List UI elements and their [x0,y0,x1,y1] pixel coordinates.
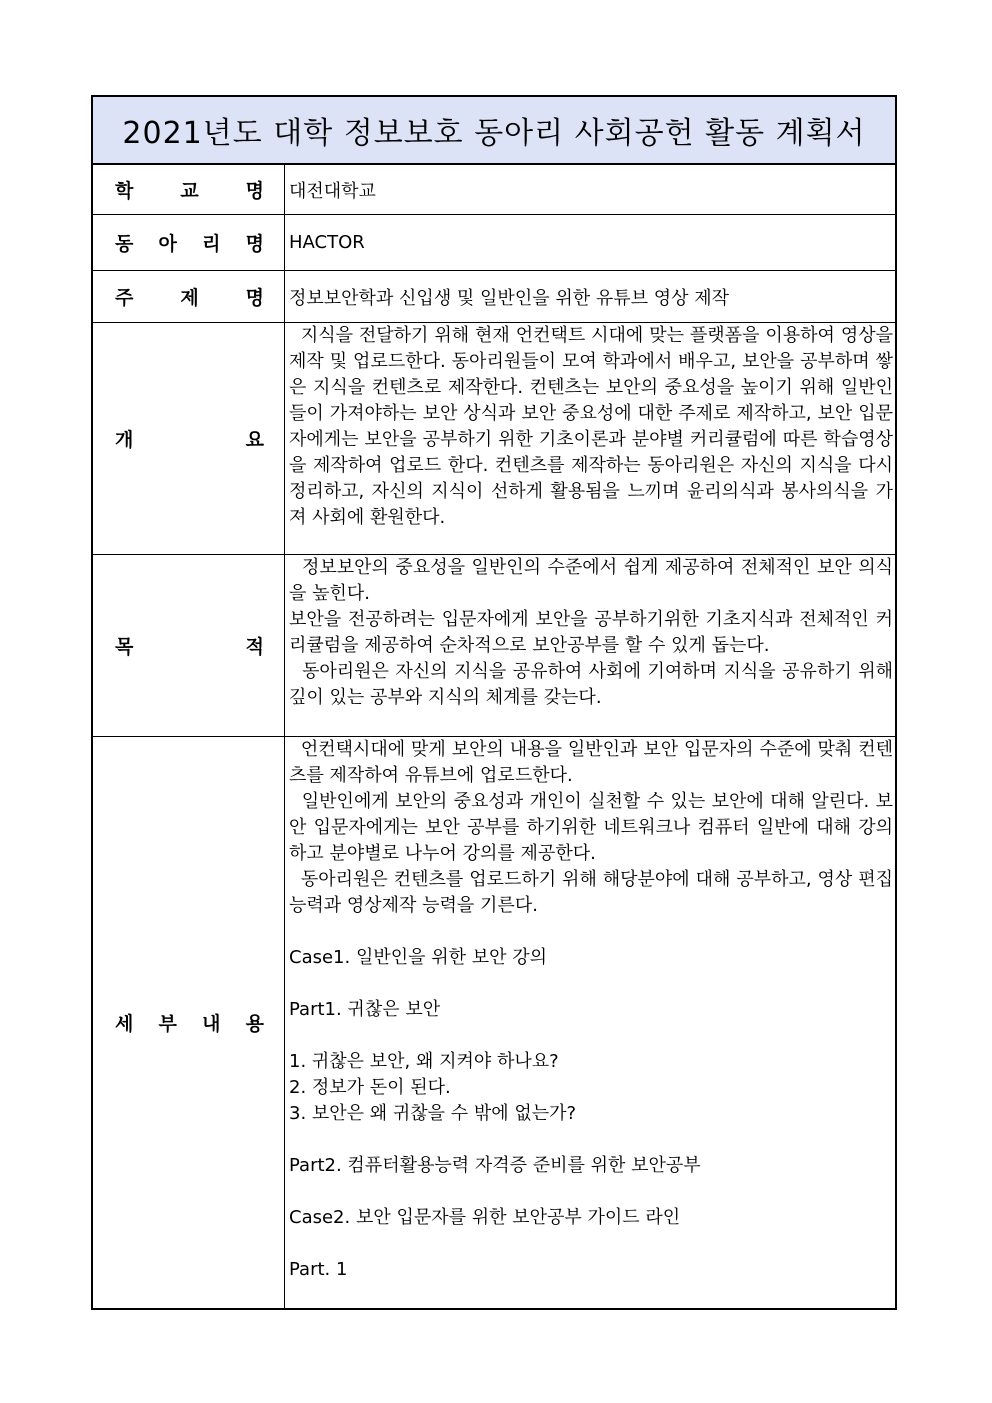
label-topic: 주 제 명 [93,271,285,322]
value-purpose [285,555,899,736]
case1-heading: Case1. 일반인을 위한 보안 강의 [289,947,547,968]
document-title: 2021년도 대학 정보보호 동아리 사회공헌 활동 계획서 [93,97,895,165]
value-club: HACTOR [289,232,365,253]
details-paragraph: 일반인에게 보안의 중요성과 개인이 실천할 수 있는 보안에 대해 알린다. 보안 입문자에게는 보안 공부를 하기위한 네트워크나 컴퓨터 일반에 대해 강의하고 분야별로 나누어 강의를 제공한다. [289,791,893,864]
details-paragraph: 동아리원은 컨텐츠를 업로드하기 위해 해당분야에 대해 공부하고, 영상 편집 능력과 영상제작 능력을 기른다. [289,869,899,916]
value-topic: 정보보안학과 신입생 및 일반인을 위한 유튜브 영상 제작 [289,287,729,309]
purpose-paragraph: 동아리원은 자신의 지식을 공유하여 사회에 기여하며 지식을 공유하기 위해 깊이 있는 공부와 지식의 체계를 갖는다. [289,661,899,708]
row-purpose [93,555,899,737]
value-overview [285,323,899,554]
label-school: 학 교 명 [93,165,285,214]
part1-heading: Part1. 귀찮은 보안 [289,999,441,1020]
details-paragraph: 언컨택시대에 맞게 보안의 내용을 일반인과 보안 입문자의 수준에 맞춰 컨텐츠를 제작하여 유튜브에 업로드한다. [289,739,893,786]
overview-text: 지식을 전달하기 위해 현재 언컨택트 시대에 맞는 플랫폼을 이용하여 영상을 제작 및 업로드한다. 동아리원들이 모여 학과에서 배우고, 보안을 공부하며 쌓은 지식을 컨텐츠로 제작한다. 컨텐츠는 보안의 중요성을 높이기 위해 일반인들이 가져야하는 보안 상식과 보안 중요성에 대한 주제로 제작하고, 보안 입문자에게는 보안을 공부하기 위한 기초이론과 분야별 커리큘럼에 따른 학습영상을 제작하여 업로드 한다. 컨텐츠를 제작하는 동아리원은 자신의 지식을 다시 정리하고, 자신의 지식이 선하게 활용됨을 느끼며 윤리의식과 봉사의식을 가져 사회에 환원한다. [289,325,899,528]
case2-heading: Case2. 보안 입문자를 위한 보안공부 가이드 라인 [289,1207,681,1228]
row-club [93,215,895,271]
label-overview: 개 요 [93,323,285,554]
row-topic [93,271,895,323]
row-overview [93,323,899,555]
part-1-heading: Part. 1 [289,1259,348,1280]
label-purpose: 목 적 [93,555,285,736]
row-school [93,165,895,215]
purpose-paragraph: 정보보안의 중요성을 일반인의 수준에서 쉽게 제공하여 전체적인 보안 의식을 높힌다. [289,557,893,604]
label-details: 세 부 내 용 [93,737,285,1308]
value-school: 대전대학교 [289,180,376,202]
row-details [93,737,899,1308]
label-club: 동 아 리 명 [93,215,285,270]
list-item: 1. 귀찮은 보안, 왜 지켜야 하나요? [289,1051,559,1072]
purpose-paragraph: 보안을 전공하려는 입문자에게 보안을 공부하기위한 기초지식과 전체적인 커리큘럼을 제공하여 순차적으로 보안공부를 할 수 있게 돕는다. [289,609,893,656]
part2-heading: Part2. 컴퓨터활용능력 자격증 준비를 위한 보안공부 [289,1155,701,1176]
value-details [285,737,899,1308]
list-item: 3. 보안은 왜 귀찮을 수 밖에 없는가? [289,1103,577,1124]
list-item: 2. 정보가 돈이 된다. [289,1077,451,1098]
plan-table [91,95,897,1310]
